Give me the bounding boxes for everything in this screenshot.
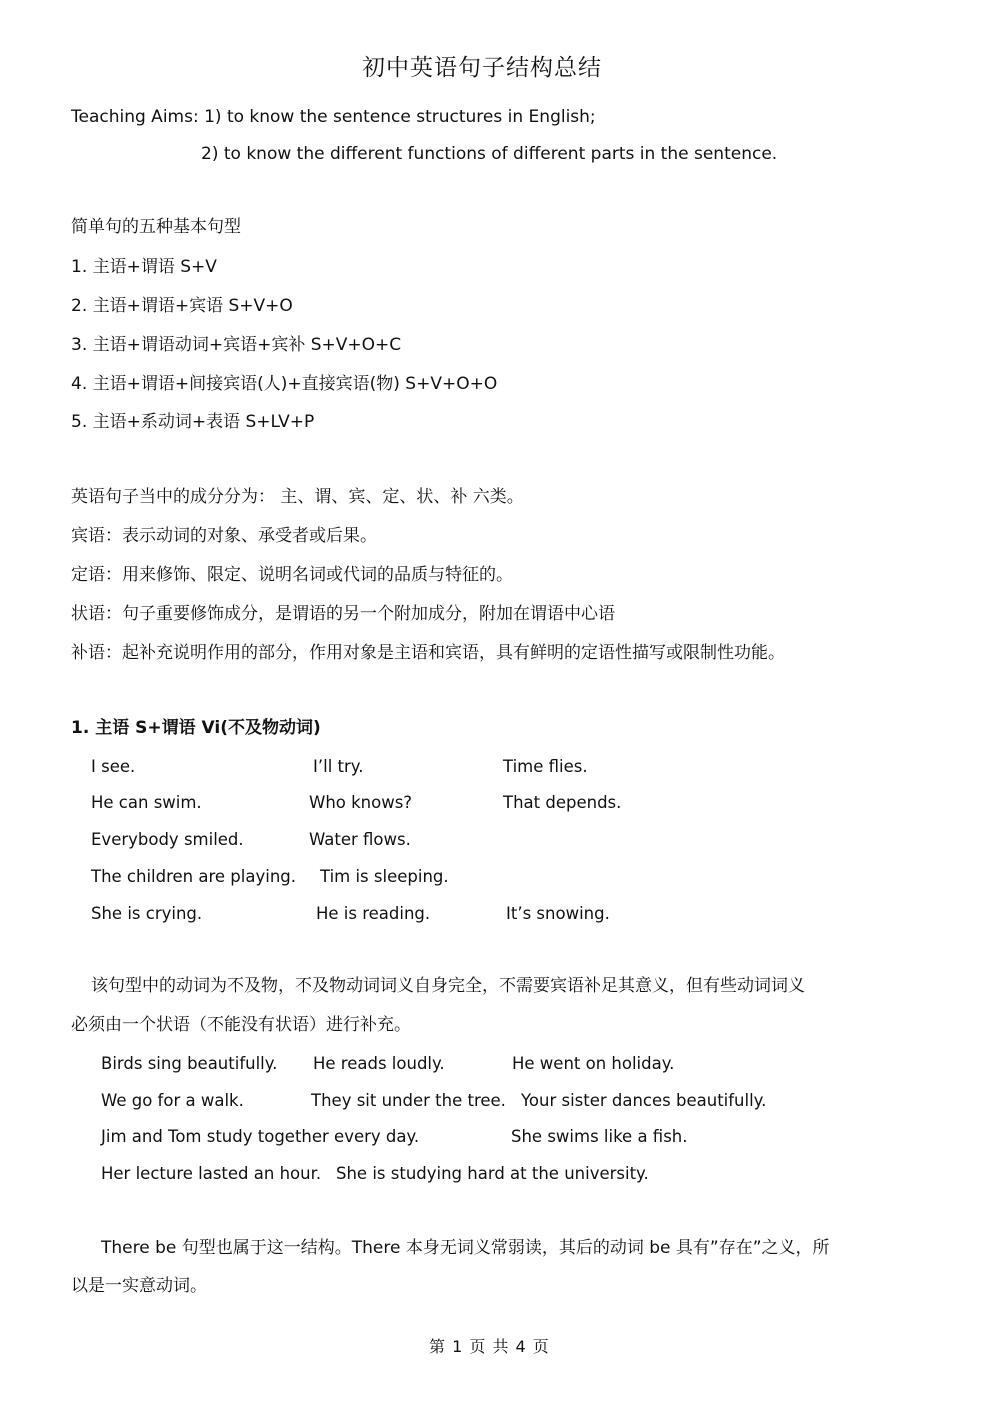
adverbial-example: Her lecture lasted an hour.: [101, 1164, 322, 1183]
example-sentence: I’ll try.: [313, 757, 364, 776]
adverbial-example: Your sister dances beautifully.: [521, 1091, 767, 1110]
example-sentence: He is reading.: [316, 904, 431, 923]
pattern-item-3: 3. 主语+谓语动词+宾语+宾补 S+V+O+C: [71, 335, 402, 355]
example-sentence: Time flies.: [503, 757, 588, 776]
section1-heading: 1. 主语 S+谓语 Vi(不及物动词): [71, 718, 321, 738]
example-sentence: He can swim.: [91, 793, 202, 812]
adverbial-example: He reads loudly.: [313, 1054, 445, 1073]
pattern-item-4: 4. 主语+谓语+间接宾语(人)+直接宾语(物) S+V+O+O: [71, 374, 498, 394]
teaching-aims-line-1: Teaching Aims: 1) to know the sentence structures in English;: [71, 107, 596, 127]
adverbial-example: We go for a walk.: [101, 1091, 244, 1110]
intransitive-note-line-2: 必须由一个状语（不能没有状语）进行补充。: [71, 1015, 411, 1035]
example-sentence: I see.: [91, 757, 136, 776]
adverbial-example: She swims like a fish.: [511, 1127, 688, 1146]
adverbial-example: They sit under the tree.: [311, 1091, 506, 1110]
example-sentence: Who knows?: [309, 793, 413, 812]
pattern-item-5: 5. 主语+系动词+表语 S+LV+P: [71, 412, 315, 432]
adverbial-example: She is studying hard at the university.: [336, 1164, 649, 1183]
example-sentence: Water flows.: [309, 830, 411, 849]
page-footer: 第 1 页 共 4 页: [429, 1337, 550, 1356]
adverbial-definition: 状语：句子重要修饰成分，是谓语的另一个附加成分，附加在谓语中心语: [71, 604, 615, 624]
basic-patterns-heading: 简单句的五种基本句型: [71, 217, 241, 237]
page-title: 初中英语句子结构总结: [362, 55, 602, 81]
example-sentence: She is crying.: [91, 904, 203, 923]
pattern-item-2: 2. 主语+谓语+宾语 S+V+O: [71, 296, 293, 316]
example-sentence: Everybody smiled.: [91, 830, 244, 849]
attributive-definition: 定语：用来修饰、限定、说明名词或代词的品质与特征的。: [71, 565, 513, 585]
example-sentence: It’s snowing.: [506, 904, 610, 923]
there-be-note-line-2: 以是一实意动词。: [71, 1276, 207, 1296]
adverbial-example: He went on holiday.: [512, 1054, 675, 1073]
teaching-aims-line-2: 2) to know the different functions of different parts in the sentence.: [201, 144, 778, 164]
adverbial-example: Birds sing beautifully.: [101, 1054, 278, 1073]
intransitive-note-line-1: 该句型中的动词为不及物，不及物动词词义自身完全，不需要宾语补足其意义，但有些动词词义: [91, 976, 805, 996]
example-sentence: The children are playing.: [91, 867, 297, 886]
pattern-item-1: 1. 主语+谓语 S+V: [71, 257, 217, 277]
object-definition: 宾语：表示动词的对象、承受者或后果。: [71, 526, 377, 546]
complement-definition: 补语：起补充说明作用的部分，作用对象是主语和宾语，具有鲜明的定语性描写或限制性功能。: [71, 643, 785, 663]
components-intro: 英语句子当中的成分分为： 主、谓、宾、定、状、补 六类。: [71, 487, 524, 507]
example-sentence: Tim is sleeping.: [320, 867, 449, 886]
there-be-note-line-1: There be 句型也属于这一结构。There 本身无词义常弱读，其后的动词 be 具有”存在”之义，所: [101, 1238, 830, 1258]
adverbial-example: Jim and Tom study together every day.: [101, 1127, 420, 1146]
example-sentence: That depends.: [503, 793, 622, 812]
